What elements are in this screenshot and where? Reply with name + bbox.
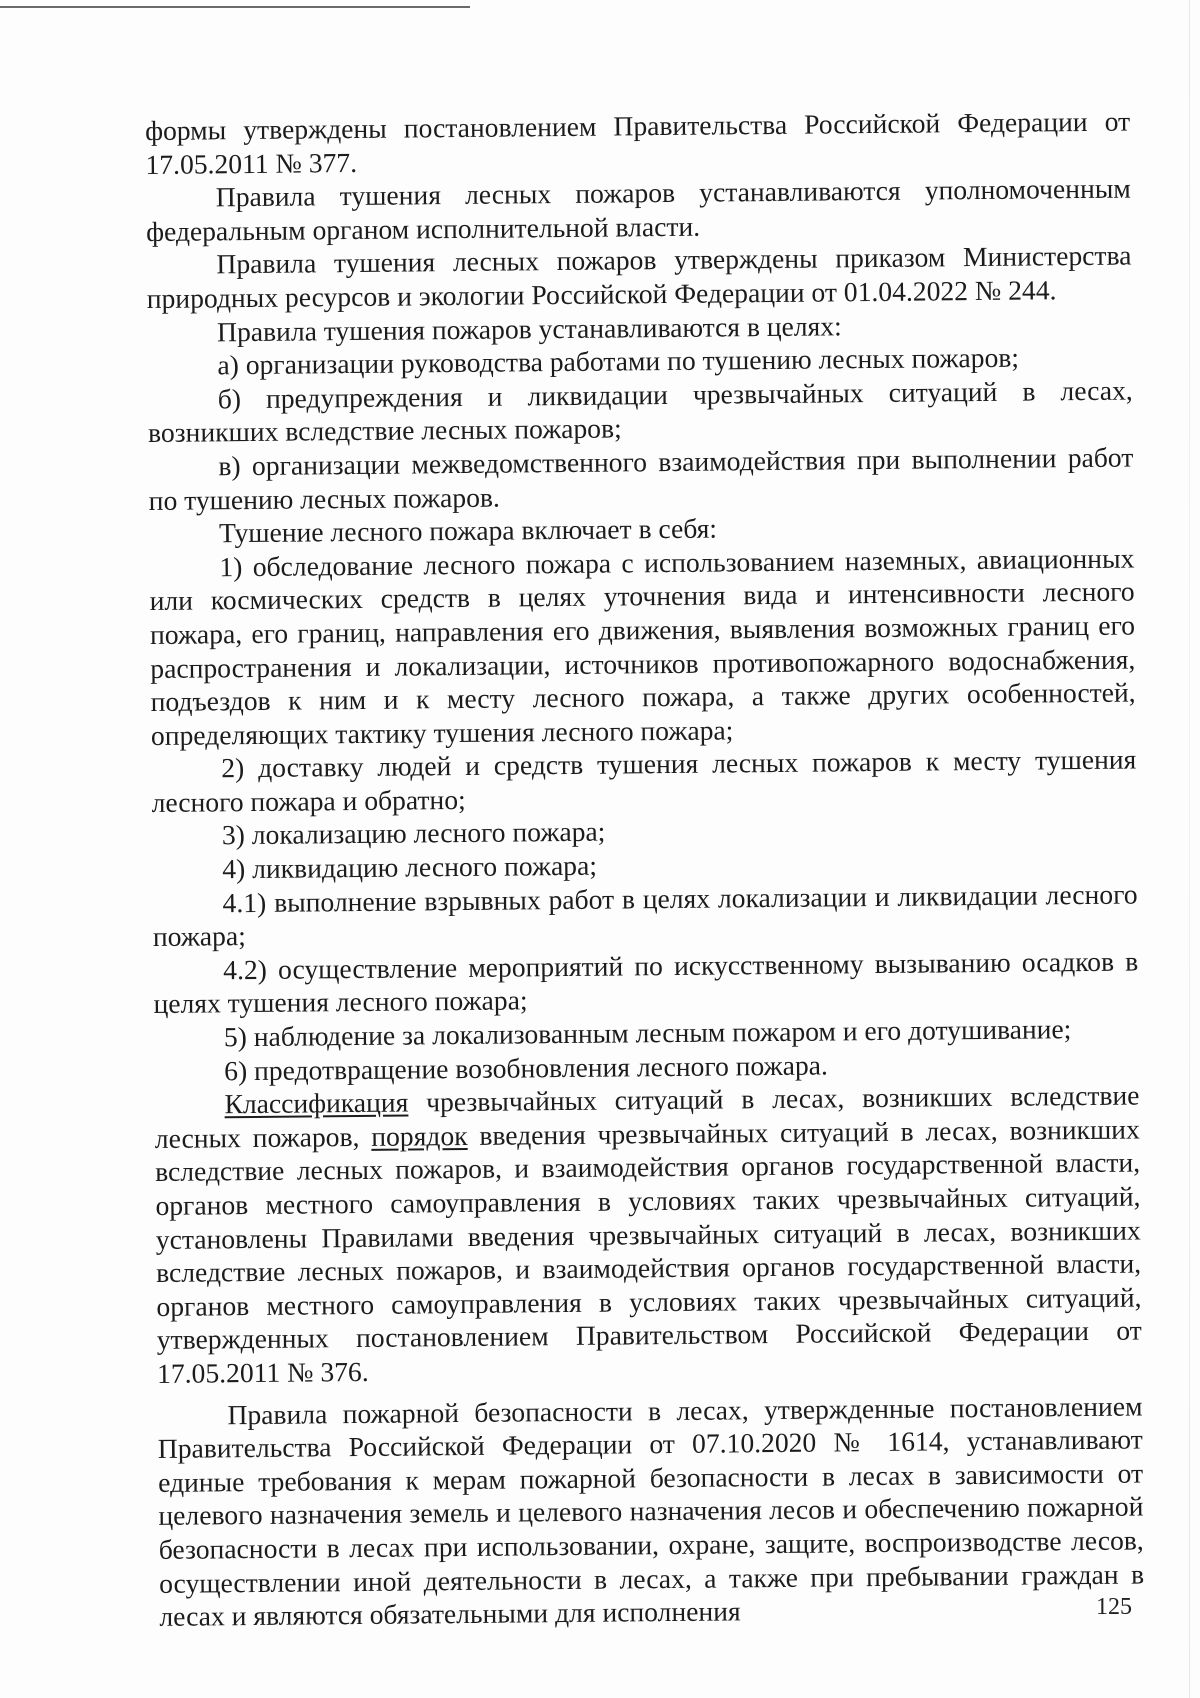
paragraph-4: Правила тушения пожаров устанавливаются в целях: <box>216 309 842 347</box>
paragraph-3: Правила тушения лесных пожаров утверждены приказом Министерства природных ресурсов и экологии Российской Федерации от 01.04.2022 № 244. <box>146 239 1132 314</box>
classification-text-1: чрезвычайных ситуаций в лесах, возникших вследствие лесных пожаров, <box>154 1079 1140 1154</box>
scan-edge <box>1189 0 1190 1698</box>
list-item-3: 3) локализацию лесного пожара; <box>221 816 606 851</box>
paragraph-2: Правила тушения лесных пожаров устанавливаются уполномоченным федеральным органом исполнительной власти. <box>145 172 1131 247</box>
paragraph-fire-safety-rules: Правила пожарной безопасности в лесах, утвержденные постановлением Правительства Российской Федерации от 07.10.2020 № 1614, устанавливают единые требования к мерам пожарной безопасности в лесах в зависимости от целевого назначения земель и целевого назначения лесов и обеспечению пожарной безопасности в лесах при использовании, охране, защите, воспроизводстве лесов, осуществлении иной деятельности в лесах, а также при пребывании граждан в лесах и являются обязательными для исполнения <box>157 1390 1145 1633</box>
paragraph-classification <box>154 1079 1142 1391</box>
list-item-4-1: 4.1) выполнение взрывных работ в целях локализации и ликвидации лесного пожара; <box>152 878 1138 953</box>
paragraph-extinguishing: Тушение лесного пожара включает в себя: <box>218 512 718 549</box>
top-rule-line <box>0 6 470 8</box>
document-body <box>145 105 1145 1634</box>
page-number: 125 <box>1096 1594 1132 1620</box>
list-item-b: б) предупреждения и ликвидации чрезвычайных ситуаций в лесах, возникших вследствие лесных пожаров; <box>147 374 1133 449</box>
classification-link[interactable]: Классификация <box>224 1086 409 1120</box>
paragraph-1: формы утверждены постановлением Правительства Российской Федерации от 17.05.2011 № 377. <box>145 105 1131 180</box>
list-item-4-2: 4.2) осуществление мероприятий по искусственному вызыванию осадков в целях тушения лесного пожара; <box>153 945 1139 1020</box>
order-link[interactable]: порядок <box>371 1119 468 1152</box>
list-item-v: в) организации межведомственного взаимодействия при выполнении работ по тушению лесных пожаров. <box>148 441 1134 516</box>
list-item-1: 1) обследование лесного пожара с использованием наземных, авиационных или космических средств в целях уточнения вида и интенсивности лесного пожара, его границ, направления его движения, выявления возможных границ его распространения и локализации, источников противопожарного водоснабжения, подъездов к ним и к месту лесного пожара, а также других особенностей, определяющих тактику тушения лесного пожара; <box>149 542 1136 751</box>
list-item-5: 5) наблюдение за локализованным лесным пожаром и его дотушивание; <box>223 1013 1072 1053</box>
list-item-4: 4) ликвидацию лесного пожара; <box>222 849 598 885</box>
list-item-a: а) организации руководства работами по тушению лесных пожаров; <box>217 341 1020 381</box>
classification-text-2: введения чрезвычайных ситуаций в лесах, возникших вследствие лесных пожаров, и взаимодействия органов государственной власти, органов местного самоуправления в условиях таких чрезвычайных ситуаций, установлены Правилами введения чрезвычайных ситуаций в лесах, возникших вследствие лесных пожаров, и взаимодействия органов государственной власти, органов местного самоуправления в условиях таких чрезвычайных ситуаций, утвержденных постановлением Правительством Российской Федерации от 17.05.2011 № 376. <box>155 1113 1142 1389</box>
list-item-6: 6) предотвращение возобновления лесного пожара. <box>224 1049 828 1086</box>
list-item-2: 2) доставку людей и средств тушения лесных пожаров к месту тушения лесного пожара и обратно; <box>151 743 1137 818</box>
